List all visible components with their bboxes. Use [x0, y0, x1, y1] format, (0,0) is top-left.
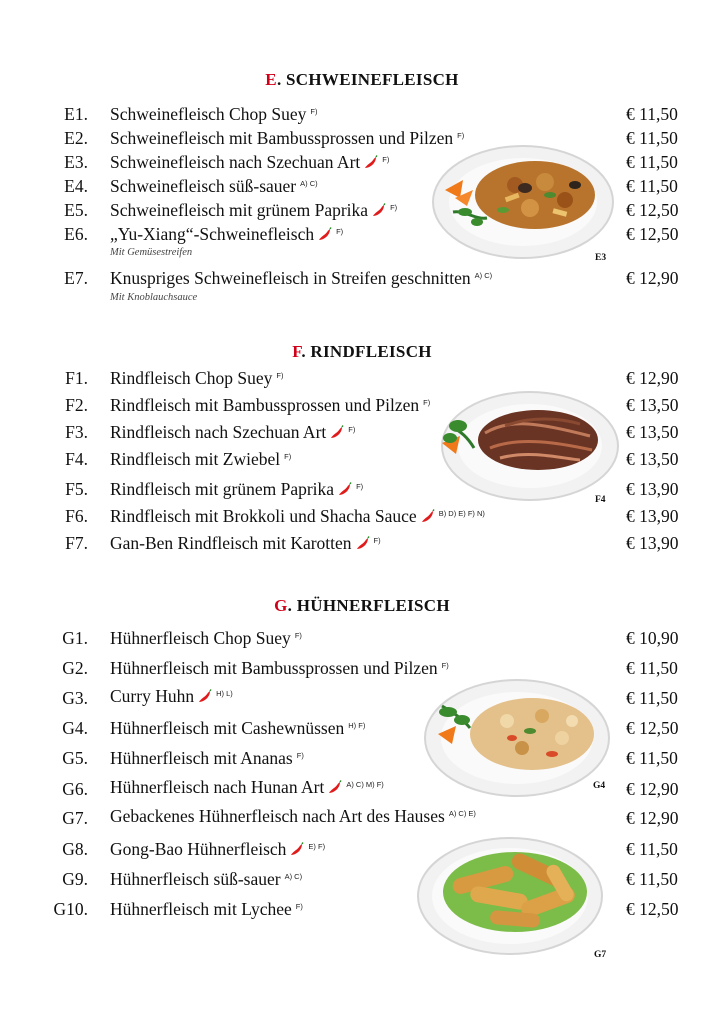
item-price: € 12,50 [626, 200, 679, 220]
menu-item[interactable]: E3. Schweinefleisch nach Szechuan Art $^{F)}$ € 11,50 [64, 152, 678, 172]
item-price: € 11,50 [626, 104, 678, 124]
item-price: € 12,90 [626, 779, 679, 799]
menu-item[interactable]: E5. Schweinefleisch mit grünem Paprika $^{F)}$ € 12,50 [64, 200, 679, 220]
menu-item[interactable]: E2. Schweinefleisch mit Bambussprossen und Pilzen $^{F)}$ € 11,50 [64, 128, 678, 148]
dish-photo-g7 [410, 832, 610, 960]
menu-item[interactable]: F4. Rindfleisch mit Zwiebel $^{F)}$ € 13,50 [65, 449, 679, 469]
menu-item[interactable]: F6. Rindfleisch mit Brokkoli und Shacha Sauce $^{B) D) E) F) N)}$ € 13,90 [65, 506, 679, 526]
allergen-codes: A) C) E) [448, 809, 476, 818]
item-price: € 11,50 [626, 688, 678, 708]
allergen-codes: F) [441, 661, 449, 670]
allergen-codes: F) [310, 107, 318, 116]
allergen-codes: A) C) [284, 872, 303, 881]
menu-item[interactable]: F3. Rindfleisch nach Szechuan Art $^{F)}$ € 13,50 [65, 422, 679, 442]
allergen-codes: E) F) [308, 842, 326, 851]
allergen-codes: F) [276, 371, 284, 380]
menu-item[interactable]: F2. Rindfleisch mit Bambussprossen und Pilzen $^{F)}$ € 13,50 [65, 395, 679, 415]
menu-item[interactable]: G4. Hühnerfleisch mit Cashewnüssen $^{H) F)}$ € 12,50 [62, 718, 679, 738]
menu-item[interactable]: G10. Hühnerfleisch mit Lychee $^{F)}$ € 12,50 [53, 899, 679, 919]
dish-photo-e3 [425, 140, 615, 262]
allergen-codes: F) [457, 131, 465, 140]
item-price: € 11,50 [626, 839, 678, 859]
item-price: € 13,90 [626, 533, 679, 553]
section-title-schweinefleisch: E. SCHWEINEFLEISCH [265, 70, 459, 89]
menu-item[interactable]: F1. Rindfleisch Chop Suey $^{F)}$ € 12,90 [65, 368, 679, 388]
menu-item[interactable]: E7. Knuspriges Schweinefleisch in Streifen geschnitten $^{A) C)}$ € 12,90 [64, 268, 679, 288]
allergen-codes: H) F) [348, 721, 366, 730]
menu-item[interactable]: G9. Hühnerfleisch süß-sauer $^{A) C)}$ € 11,50 [62, 869, 678, 889]
dish-photo-g4 [412, 676, 612, 800]
menu-item[interactable]: G2. Hühnerfleisch mit Bambussprossen und Pilzen $^{F)}$ € 11,50 [62, 658, 678, 678]
item-price: € 11,50 [626, 128, 678, 148]
chili-icon [356, 536, 370, 550]
chili-icon [372, 203, 386, 217]
allergen-codes: F) [295, 902, 303, 911]
section-title-huehnerfleisch: G. HÜHNERFLEISCH [274, 596, 450, 615]
allergen-codes: A) C) M) F) [346, 780, 384, 789]
item-price: € 12,50 [626, 899, 679, 919]
item-price: € 13,90 [626, 479, 679, 499]
menu-item[interactable]: G6. Hühnerfleisch nach Hunan Art $^{A) C) M) F)}$ € 12,90 [62, 777, 679, 799]
item-price: € 12,50 [626, 224, 679, 244]
item-description: Mit Gemüsestreifen [110, 247, 193, 258]
allergen-codes: A) C) [300, 179, 318, 188]
chili-icon [364, 155, 378, 169]
menu-item[interactable]: G1. Hühnerfleisch Chop Suey $^{F)}$ € 10,90 [62, 628, 679, 648]
chili-icon [328, 780, 342, 794]
menu-item[interactable]: F7. Gan-Ben Rindfleisch mit Karotten $^{F)}$ € 13,90 [65, 533, 679, 553]
section-title-rindfleisch: F. RINDFLEISCH [292, 342, 432, 361]
dish-photo-label: E3 [595, 253, 607, 263]
item-price: € 11,50 [626, 869, 678, 889]
chili-icon [338, 482, 352, 496]
allergen-codes: F) [336, 227, 344, 236]
item-price: € 13,50 [626, 422, 679, 442]
dish-photo-label: G7 [594, 950, 607, 960]
menu-item[interactable]: E4. Schweinefleisch süß-sauer $^{A) C)}$ € 11,50 [64, 176, 678, 196]
menu-item[interactable]: E1. Schweinefleisch Chop Suey $^{F)}$ € 11,50 [64, 104, 678, 124]
menu-item[interactable]: G3. Curry Huhn $^{H) L)}$ € 11,50 [62, 686, 678, 708]
allergen-codes: F) [373, 536, 381, 545]
item-price: € 12,90 [626, 808, 679, 828]
allergen-codes: F) [348, 425, 356, 434]
allergen-codes: A) C) [474, 271, 493, 280]
allergen-codes: B) D) E) F) N) [438, 509, 485, 518]
item-price: € 12,90 [626, 268, 679, 288]
allergen-codes: F) [423, 398, 431, 407]
menu-item[interactable]: G8. Gong-Bao Hühnerfleisch $^{E) F)}$ € 11,50 [62, 839, 678, 859]
item-price: € 10,90 [626, 628, 679, 648]
item-price: € 11,50 [626, 658, 678, 678]
chili-icon [421, 509, 435, 523]
item-description: Mit Knoblauchsauce [110, 292, 198, 303]
dish-photo-label: F4 [595, 495, 606, 505]
item-price: € 12,90 [626, 368, 679, 388]
dish-photo-label: G4 [593, 781, 606, 791]
allergen-codes: H) L) [216, 689, 233, 698]
item-price: € 11,50 [626, 748, 678, 768]
item-price: € 12,50 [626, 718, 679, 738]
allergen-codes: F) [284, 452, 292, 461]
item-price: € 13,50 [626, 395, 679, 415]
chili-icon [198, 689, 212, 703]
menu-item[interactable]: G7. Gebackenes Hühnerfleisch nach Art des Hauses $^{A) C) E)}$ € 12,90 [62, 806, 679, 828]
menu-item[interactable]: G5. Hühnerfleisch mit Ananas $^{F)}$ € 11,50 [62, 748, 678, 768]
chili-icon [330, 425, 344, 439]
allergen-codes: F) [296, 751, 304, 760]
allergen-codes: F) [382, 155, 390, 164]
menu-item[interactable]: E6. „Yu-Xiang“-Schweinefleisch $^{F)}$ € 12,50 [64, 224, 679, 244]
item-price: € 13,50 [626, 449, 679, 469]
chili-icon [290, 842, 304, 856]
item-price: € 13,90 [626, 506, 679, 526]
item-price: € 11,50 [626, 152, 678, 172]
allergen-codes: F) [390, 203, 398, 212]
item-price: € 11,50 [626, 176, 678, 196]
chili-icon [318, 227, 332, 241]
dish-photo-f4 [430, 388, 620, 506]
menu-item[interactable]: F5. Rindfleisch mit grünem Paprika $^{F)}$ € 13,90 [65, 479, 679, 499]
allergen-codes: F) [294, 631, 302, 640]
allergen-codes: F) [356, 482, 364, 491]
